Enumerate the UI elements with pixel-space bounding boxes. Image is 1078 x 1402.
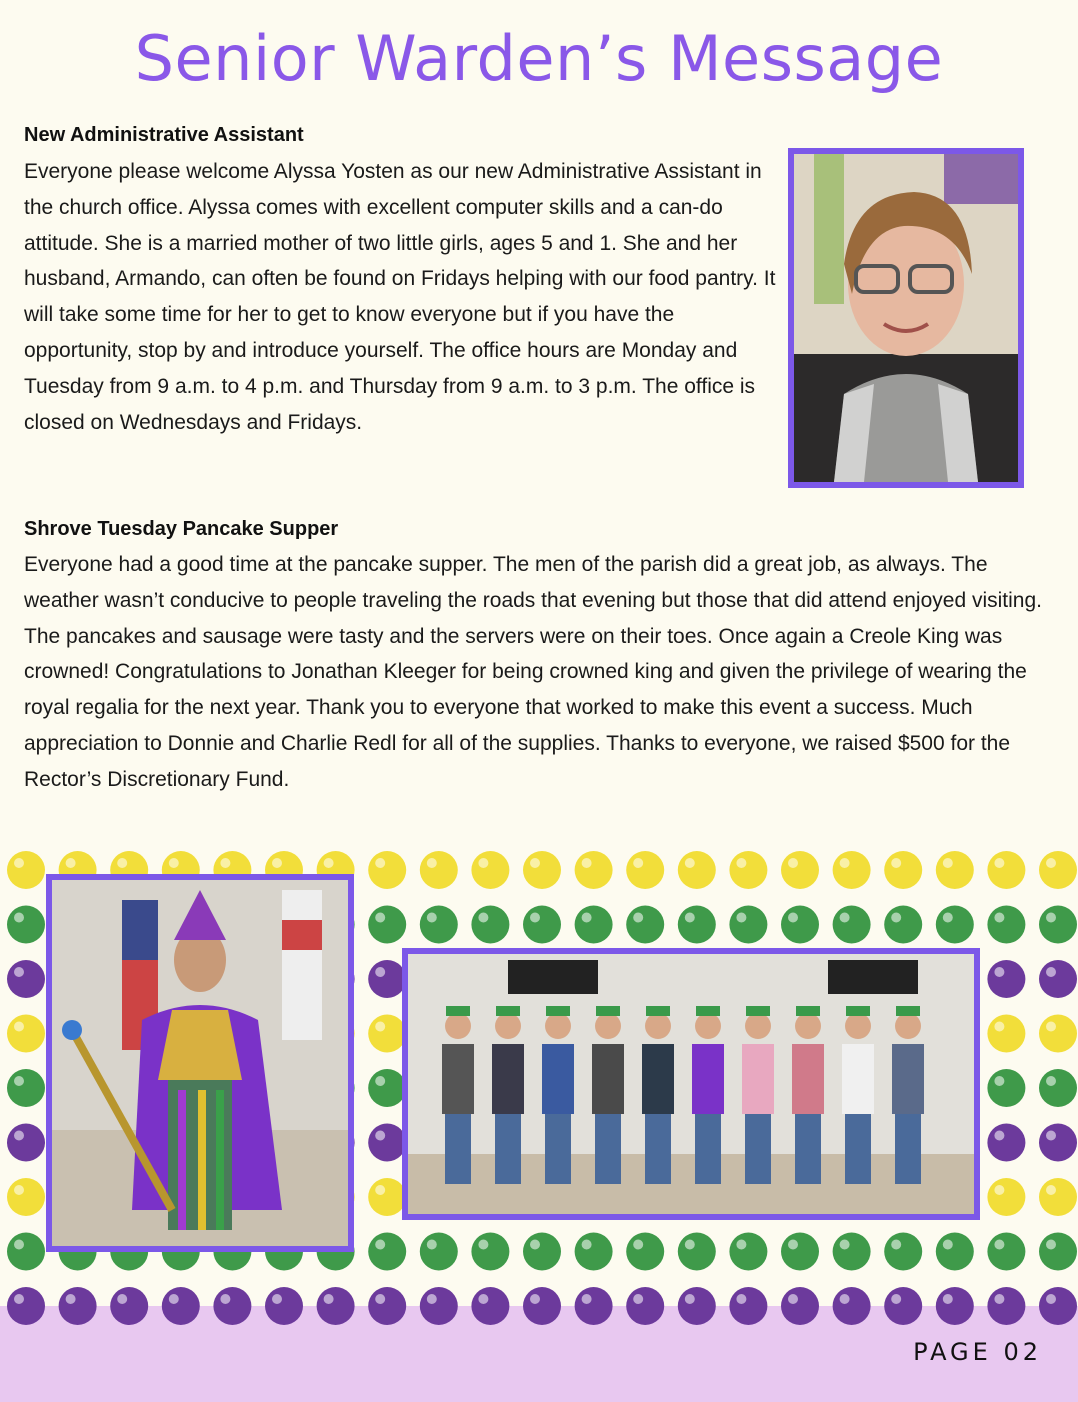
bead-yellow <box>729 851 767 889</box>
bead-highlight <box>478 1294 488 1304</box>
party-hat <box>446 1006 470 1016</box>
bead-highlight <box>736 1294 746 1304</box>
bead-green <box>781 1233 819 1271</box>
bead-purple <box>471 1287 509 1325</box>
bead-highlight <box>582 858 592 868</box>
bead-yellow <box>1039 1178 1077 1216</box>
bead-highlight <box>736 858 746 868</box>
section-heading-admin-assistant: New Administrative Assistant <box>24 124 304 146</box>
bead-green <box>7 906 45 944</box>
bead-highlight <box>14 967 24 977</box>
bead-highlight <box>427 858 437 868</box>
bead-purple <box>781 1287 819 1325</box>
bead-yellow <box>1039 851 1077 889</box>
bead-highlight <box>478 913 488 923</box>
bead-purple <box>626 1287 664 1325</box>
bead-purple <box>987 1124 1025 1162</box>
section-body-pancake-supper: Everyone had a good time at the pancake supper. The men of the parish did a great job, as always. The weather wasn’t conducive to people traveling the roads that evening but those that did attend enjoyed visiting. The pancakes and sausage were tasty and the servers were on their toes. Once again a Creole King was crowned! Congratulations to Jonathan Kleeger for being crowned king and given the privilege of wearing the royal regalia for the next year. Thank you to everyone that worked to make this event a success. Much appreciation to Donnie and Charlie Redl for all of the supplies. Thanks to everyone, we raised $500 for the Rector’s Discretionary Fund. <box>24 553 1042 791</box>
bead-green <box>936 906 974 944</box>
bead-yellow <box>7 1178 45 1216</box>
person-legs <box>745 1114 771 1184</box>
bead-purple <box>678 1287 716 1325</box>
bead-highlight <box>1046 1185 1056 1195</box>
bead-highlight <box>788 1240 798 1250</box>
bead-highlight <box>1046 967 1056 977</box>
bead-highlight <box>685 858 695 868</box>
person-legs <box>845 1114 871 1184</box>
bead-green <box>884 906 922 944</box>
bead-highlight <box>1046 1131 1056 1141</box>
bead-green <box>7 1069 45 1107</box>
bead-highlight <box>633 1240 643 1250</box>
bead-highlight <box>169 858 179 868</box>
bead-highlight <box>736 913 746 923</box>
bead-highlight <box>891 1240 901 1250</box>
bead-highlight <box>788 858 798 868</box>
bead-green <box>1039 1069 1077 1107</box>
person-head <box>595 1013 621 1039</box>
person-head <box>745 1013 771 1039</box>
bead-highlight <box>840 1240 850 1250</box>
bead-highlight <box>994 1022 1004 1032</box>
bead-green <box>884 1233 922 1271</box>
bead-green <box>523 906 561 944</box>
party-hat <box>496 1006 520 1016</box>
page-number: PAGE 02 <box>913 1338 1042 1366</box>
page-title: Senior Warden’s Message <box>134 22 944 95</box>
bead-highlight <box>427 913 437 923</box>
bead-purple <box>7 960 45 998</box>
bead-highlight <box>220 1294 230 1304</box>
bead-green <box>523 1233 561 1271</box>
bead-purple <box>110 1287 148 1325</box>
bead-highlight <box>478 1240 488 1250</box>
bead-highlight <box>324 858 334 868</box>
bead-green <box>1039 906 1077 944</box>
bead-highlight <box>272 858 282 868</box>
bead-highlight <box>994 1240 1004 1250</box>
bead-highlight <box>117 858 127 868</box>
person-legs <box>495 1114 521 1184</box>
bead-highlight <box>891 913 901 923</box>
bead-highlight <box>14 1076 24 1086</box>
bead-highlight <box>633 858 643 868</box>
party-hat <box>746 1006 770 1016</box>
bead-purple <box>368 1124 406 1162</box>
bead-highlight <box>994 967 1004 977</box>
person-head <box>895 1013 921 1039</box>
bead-highlight <box>1046 858 1056 868</box>
bead-green <box>678 1233 716 1271</box>
bead-green <box>987 1233 1025 1271</box>
bead-highlight <box>994 1185 1004 1195</box>
bead-highlight <box>1046 1240 1056 1250</box>
person-legs <box>895 1114 921 1184</box>
bead-yellow <box>368 851 406 889</box>
section-body-admin-assistant: Everyone please welcome Alyssa Yosten as our new Administrative Assistant in the church office. Alyssa comes with excellent computer skills and a can-do attitude. She is a married mother of two little girls, ages 5 and 1. She and her husband, Armando, can often be found on Fridays helping with our food pantry. It will take some time for her to get to know everyone but if you have the opportunity, stop by and introduce yourself. The office hours are Monday and Tuesday from 9 a.m. to 4 p.m. and Thursday from 9 a.m. to 3 p.m. The office is closed on Wednesdays and Fridays. <box>24 160 776 434</box>
bead-highlight <box>1046 1294 1056 1304</box>
bead-highlight <box>994 1076 1004 1086</box>
bead-yellow <box>368 1015 406 1053</box>
person-figure <box>642 1044 674 1114</box>
bead-purple <box>987 960 1025 998</box>
bead-purple <box>575 1287 613 1325</box>
bead-purple <box>265 1287 303 1325</box>
bead-purple <box>420 1287 458 1325</box>
bead-green <box>729 1233 767 1271</box>
person-figure <box>592 1044 624 1114</box>
person-head <box>695 1013 721 1039</box>
bead-purple <box>213 1287 251 1325</box>
bead-highlight <box>1046 913 1056 923</box>
bead-yellow <box>626 851 664 889</box>
party-hat <box>846 1006 870 1016</box>
bead-green <box>626 906 664 944</box>
bead-highlight <box>220 858 230 868</box>
bead-green <box>420 1233 458 1271</box>
bead-purple <box>162 1287 200 1325</box>
bead-highlight <box>478 858 488 868</box>
person-head <box>645 1013 671 1039</box>
bead-highlight <box>375 1294 385 1304</box>
king-photo <box>46 874 354 1252</box>
bead-green <box>833 1233 871 1271</box>
bead-highlight <box>736 1240 746 1250</box>
bead-highlight <box>530 858 540 868</box>
bead-green <box>678 906 716 944</box>
bead-highlight <box>685 913 695 923</box>
person-legs <box>595 1114 621 1184</box>
bead-yellow <box>575 851 613 889</box>
bead-highlight <box>169 1294 179 1304</box>
party-hat <box>896 1006 920 1016</box>
bead-highlight <box>14 913 24 923</box>
bead-highlight <box>582 1240 592 1250</box>
bead-yellow <box>420 851 458 889</box>
section-heading-pancake-supper: Shrove Tuesday Pancake Supper <box>24 518 339 540</box>
bead-purple <box>523 1287 561 1325</box>
bead-green <box>781 906 819 944</box>
person-legs <box>445 1114 471 1184</box>
bead-green <box>368 1233 406 1271</box>
bead-green <box>471 1233 509 1271</box>
person-head <box>795 1013 821 1039</box>
bead-yellow <box>368 1178 406 1216</box>
bead-purple <box>317 1287 355 1325</box>
bead-highlight <box>582 913 592 923</box>
bead-highlight <box>1046 1076 1056 1086</box>
party-hat <box>546 1006 570 1016</box>
bead-green <box>833 906 871 944</box>
bead-purple <box>59 1287 97 1325</box>
bead-yellow <box>833 851 871 889</box>
person-head <box>495 1013 521 1039</box>
bead-purple <box>833 1287 871 1325</box>
bead-highlight <box>840 858 850 868</box>
bead-highlight <box>530 1240 540 1250</box>
bead-highlight <box>375 858 385 868</box>
bead-highlight <box>840 913 850 923</box>
bead-highlight <box>375 1240 385 1250</box>
person-legs <box>645 1114 671 1184</box>
bead-highlight <box>66 858 76 868</box>
person-legs <box>795 1114 821 1184</box>
bead-highlight <box>685 1294 695 1304</box>
bead-highlight <box>14 1185 24 1195</box>
person-figure <box>542 1044 574 1114</box>
bead-highlight <box>1046 1022 1056 1032</box>
bead-purple <box>368 1287 406 1325</box>
person-head <box>845 1013 871 1039</box>
bead-highlight <box>14 1240 24 1250</box>
bead-highlight <box>427 1294 437 1304</box>
bead-green <box>987 906 1025 944</box>
bead-highlight <box>582 1294 592 1304</box>
bead-highlight <box>994 1294 1004 1304</box>
bead-highlight <box>14 1294 24 1304</box>
bead-green <box>936 1233 974 1271</box>
party-hat <box>596 1006 620 1016</box>
person-figure <box>492 1044 524 1114</box>
bead-highlight <box>375 913 385 923</box>
bead-yellow <box>781 851 819 889</box>
bead-green <box>420 906 458 944</box>
bead-green <box>1039 1233 1077 1271</box>
bead-green <box>575 906 613 944</box>
bead-yellow <box>471 851 509 889</box>
bead-highlight <box>117 1294 127 1304</box>
bead-highlight <box>375 1185 385 1195</box>
bead-highlight <box>633 1294 643 1304</box>
bead-highlight <box>891 858 901 868</box>
bead-highlight <box>14 858 24 868</box>
bead-highlight <box>530 1294 540 1304</box>
group-photo <box>402 948 980 1220</box>
bead-green <box>368 1069 406 1107</box>
bead-green <box>729 906 767 944</box>
bead-green <box>471 906 509 944</box>
bead-yellow <box>1039 1015 1077 1053</box>
bead-purple <box>1039 1124 1077 1162</box>
bead-highlight <box>324 1294 334 1304</box>
bead-purple <box>368 960 406 998</box>
person-figure <box>692 1044 724 1114</box>
bead-yellow <box>936 851 974 889</box>
bead-highlight <box>943 1294 953 1304</box>
bead-yellow <box>987 851 1025 889</box>
bead-highlight <box>375 1131 385 1141</box>
bead-highlight <box>375 967 385 977</box>
bead-yellow <box>678 851 716 889</box>
bead-green <box>575 1233 613 1271</box>
person-figure <box>842 1044 874 1114</box>
party-hat <box>796 1006 820 1016</box>
bead-highlight <box>788 1294 798 1304</box>
bead-highlight <box>272 1294 282 1304</box>
bead-green <box>987 1069 1025 1107</box>
bead-purple <box>1039 1287 1077 1325</box>
bead-highlight <box>685 1240 695 1250</box>
bead-yellow <box>987 1178 1025 1216</box>
bead-purple <box>7 1287 45 1325</box>
bead-highlight <box>788 913 798 923</box>
person-legs <box>695 1114 721 1184</box>
bead-highlight <box>994 1131 1004 1141</box>
bead-yellow <box>987 1015 1025 1053</box>
bead-purple <box>729 1287 767 1325</box>
person-figure <box>892 1044 924 1114</box>
bead-purple <box>884 1287 922 1325</box>
person-head <box>445 1013 471 1039</box>
bead-purple <box>936 1287 974 1325</box>
person-head <box>545 1013 571 1039</box>
bead-highlight <box>943 858 953 868</box>
person-figure <box>742 1044 774 1114</box>
bead-highlight <box>427 1240 437 1250</box>
person-figure <box>442 1044 474 1114</box>
bead-yellow <box>884 851 922 889</box>
person-figure <box>792 1044 824 1114</box>
bead-highlight <box>994 858 1004 868</box>
bead-highlight <box>943 1240 953 1250</box>
bead-highlight <box>375 1022 385 1032</box>
party-hat <box>696 1006 720 1016</box>
bead-yellow <box>7 851 45 889</box>
party-hat <box>646 1006 670 1016</box>
bead-purple <box>1039 960 1077 998</box>
person-legs <box>545 1114 571 1184</box>
bead-highlight <box>840 1294 850 1304</box>
bead-yellow <box>523 851 561 889</box>
bead-green <box>7 1233 45 1271</box>
bead-green <box>368 906 406 944</box>
bead-highlight <box>891 1294 901 1304</box>
bead-highlight <box>375 1076 385 1086</box>
bead-highlight <box>943 913 953 923</box>
bead-green <box>626 1233 664 1271</box>
bead-highlight <box>633 913 643 923</box>
bead-purple <box>987 1287 1025 1325</box>
bead-highlight <box>530 913 540 923</box>
bead-highlight <box>14 1022 24 1032</box>
bead-highlight <box>994 913 1004 923</box>
bead-yellow <box>7 1015 45 1053</box>
bead-purple <box>7 1124 45 1162</box>
bead-highlight <box>14 1131 24 1141</box>
bead-highlight <box>66 1294 76 1304</box>
